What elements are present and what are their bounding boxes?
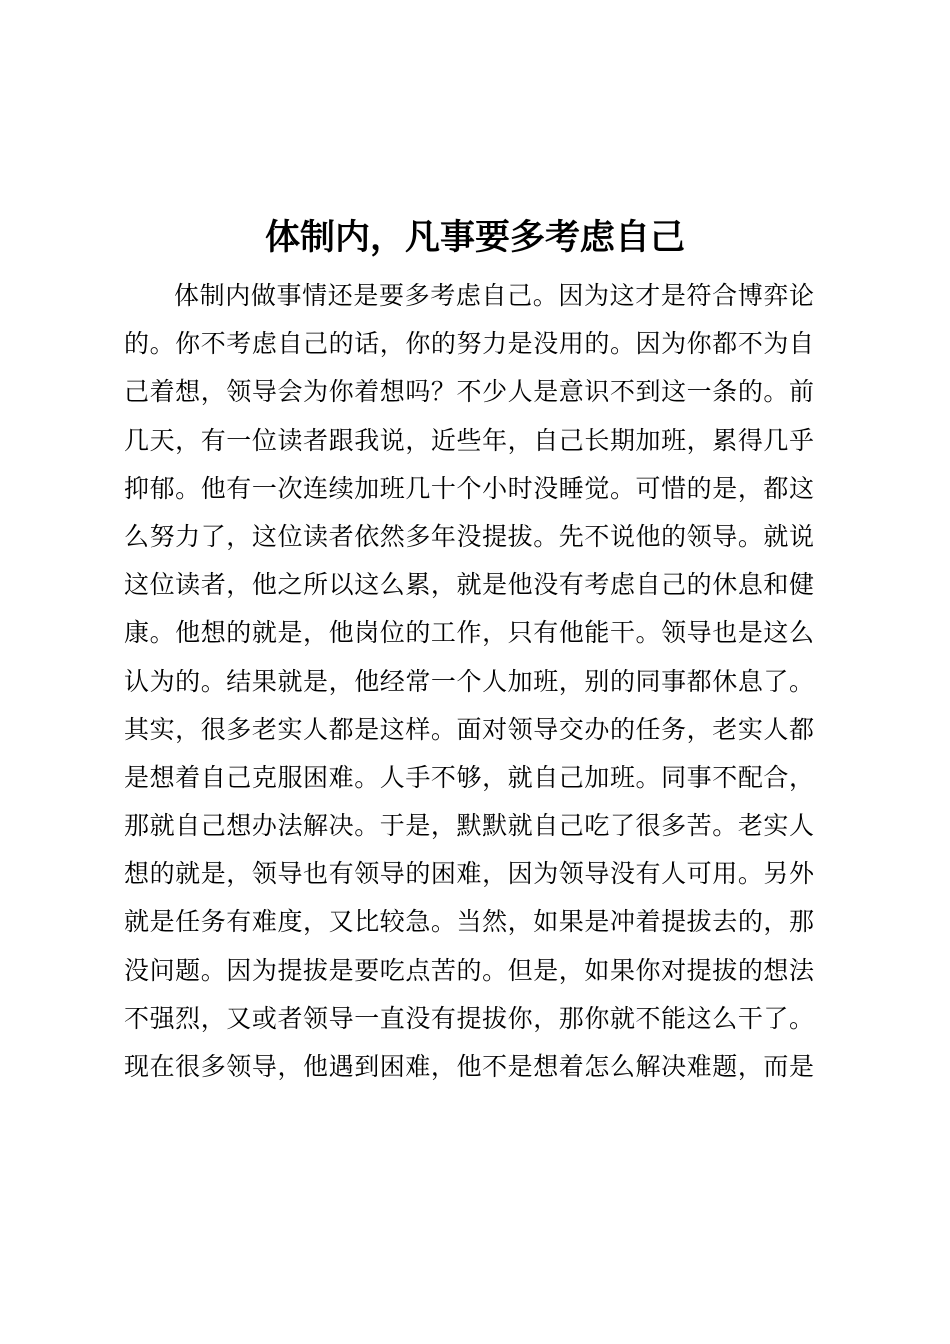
body-line: 己着想，领导会为你着想吗？不少人是意识不到这一条的。前 [124, 377, 814, 407]
body-line: 这位读者，他之所以这么累，就是他没有考虑自己的休息和健 [124, 570, 814, 600]
body-line: 是想着自己克服困难。人手不够，就自己加班。同事不配合， [124, 762, 814, 792]
body-line: 就是任务有难度，又比较急。当然，如果是冲着提拔去的，那 [124, 907, 814, 937]
body-line: 几天，有一位读者跟我说，近些年，自己长期加班，累得几乎 [124, 425, 814, 455]
body-line: 么努力了，这位读者依然多年没提拔。先不说他的领导。就说 [124, 521, 814, 551]
body-line: 不强烈，又或者领导一直没有提拔你，那你就不能这么干了。 [124, 1003, 814, 1033]
document-body [124, 272, 814, 1091]
body-line: 抑郁。他有一次连续加班几十个小时没睡觉。可惜的是，都这 [124, 473, 814, 503]
body-line: 认为的。结果就是，他经常一个人加班，别的同事都休息了。 [124, 666, 814, 696]
document-title: 体制内，凡事要多考虑自己 [264, 217, 685, 258]
body-line: 现在很多领导，他遇到困难，他不是想着怎么解决难题，而是 [124, 1052, 814, 1081]
body-line: 体制内做事情还是要多考虑自己。因为这才是符合博弈论 [174, 281, 814, 310]
body-line: 没问题。因为提拔是要吃点苦的。但是，如果你对提拔的想法 [124, 955, 814, 985]
body-line: 康。他想的就是，他岗位的工作，只有他能干。领导也是这么 [124, 618, 814, 648]
body-line: 想的就是，领导也有领导的困难，因为领导没有人可用。另外 [124, 859, 814, 889]
body-line: 其实，很多老实人都是这样。面对领导交办的任务，老实人都 [124, 714, 814, 744]
body-line: 那就自己想办法解决。于是，默默就自己吃了很多苦。老实人 [124, 811, 814, 841]
body-line: 的。你不考虑自己的话，你的努力是没用的。因为你都不为自 [124, 329, 814, 359]
